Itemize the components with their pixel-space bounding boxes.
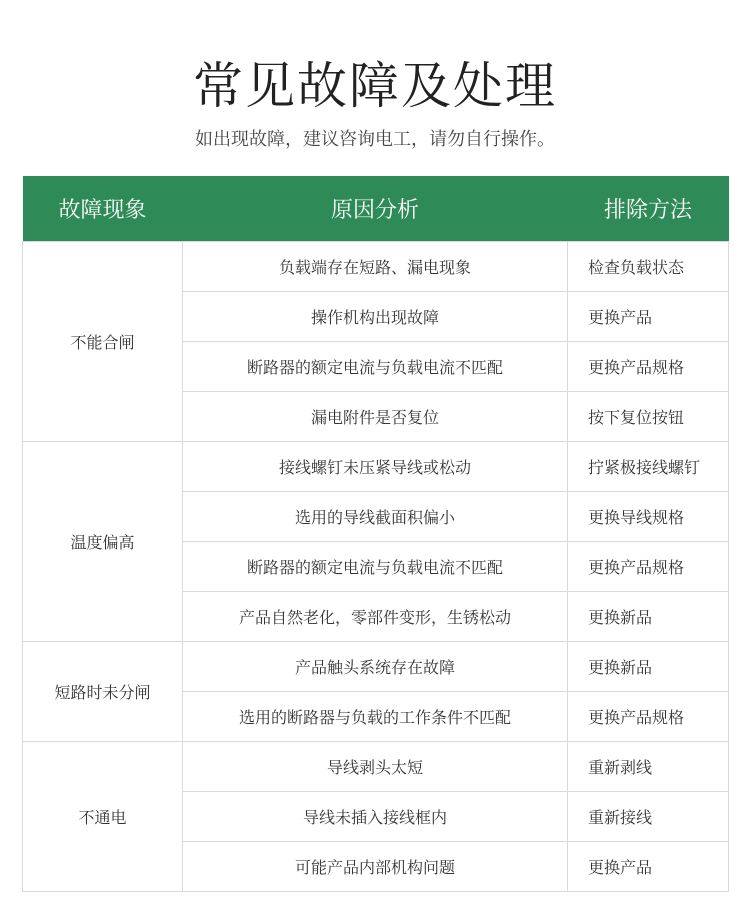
- cause-cell: 选用的导线截面积偏小: [183, 492, 568, 542]
- fix-cell: 按下复位按钮: [568, 392, 729, 442]
- fix-cell: 检查负载状态: [568, 242, 729, 292]
- cause-cell: 操作机构出现故障: [183, 292, 568, 342]
- cause-cell: 可能产品内部机构问题: [183, 842, 568, 892]
- cause-cell: 产品自然老化，零部件变形，生锈松动: [183, 592, 568, 642]
- troubleshooting-table: [22, 176, 729, 892]
- symptom-cell: 温度偏高: [23, 442, 183, 642]
- table-row: [23, 442, 729, 492]
- table-row: [23, 242, 729, 292]
- cause-cell: 断路器的额定电流与负载电流不匹配: [183, 542, 568, 592]
- symptom-cell: 短路时未分闸: [23, 642, 183, 742]
- table-row: [23, 742, 729, 792]
- header-cause: 原因分析: [183, 176, 568, 242]
- fix-cell: 更换新品: [568, 592, 729, 642]
- symptom-cell: 不能合闸: [23, 242, 183, 442]
- fix-cell: 更换导线规格: [568, 492, 729, 542]
- cause-cell: 漏电附件是否复位: [183, 392, 568, 442]
- cause-cell: 导线未插入接线框内: [183, 792, 568, 842]
- fix-cell: 更换产品规格: [568, 692, 729, 742]
- fix-cell: 更换产品: [568, 842, 729, 892]
- fix-cell: 重新接线: [568, 792, 729, 842]
- fix-cell: 拧紧极接线螺钉: [568, 442, 729, 492]
- page-subtitle: 如出现故障，建议咨询电工，请勿自行操作。: [195, 129, 555, 150]
- table-header-row: [23, 176, 729, 242]
- fix-cell: 更换产品: [568, 292, 729, 342]
- cause-cell: 断路器的额定电流与负载电流不匹配: [183, 342, 568, 392]
- fix-cell: 重新剥线: [568, 742, 729, 792]
- fix-cell: 更换新品: [568, 642, 729, 692]
- cause-cell: 导线剥头太短: [183, 742, 568, 792]
- header-fix: 排除方法: [568, 176, 729, 242]
- fix-cell: 更换产品规格: [568, 342, 729, 392]
- table-row: [23, 642, 729, 692]
- fix-cell: 更换产品规格: [568, 542, 729, 592]
- cause-cell: 产品触头系统存在故障: [183, 642, 568, 692]
- symptom-cell: 不通电: [23, 742, 183, 892]
- cause-cell: 选用的断路器与负载的工作条件不匹配: [183, 692, 568, 742]
- cause-cell: 接线螺钉未压紧导线或松动: [183, 442, 568, 492]
- page-title: 常见故障及处理: [193, 57, 557, 115]
- header-symptom: 故障现象: [23, 176, 183, 242]
- cause-cell: 负载端存在短路、漏电现象: [183, 242, 568, 292]
